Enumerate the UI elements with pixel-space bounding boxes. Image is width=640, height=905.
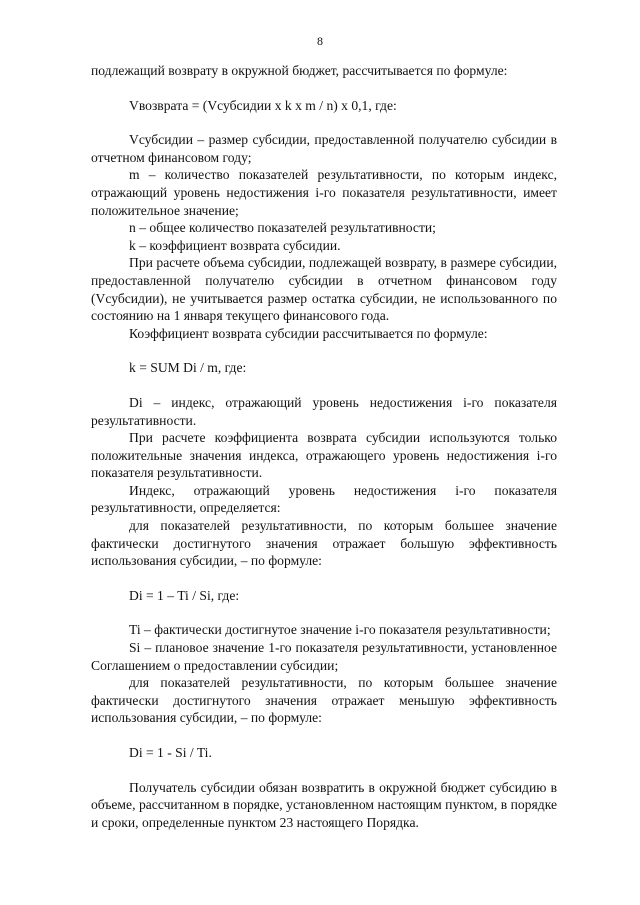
- formula-return-volume: Vвозврата = (Vсубсидии x k x m / n) x 0,1, где:: [129, 97, 397, 113]
- document-body: [91, 62, 557, 831]
- paragraph: При расчете коэффициента возврата субсидии используются только положительные значения индекса, отражающего уровень недостижения i-го показателя результативности.: [91, 430, 557, 481]
- page-number: 8: [317, 34, 323, 48]
- paragraph: k – коэффициент возврата субсидии.: [129, 237, 341, 253]
- paragraph: для показателей результативности, по которым большее значение фактически достигнутого значения отражает меньшую эффективность использования субсидии, – по формуле:: [91, 675, 557, 726]
- paragraph: для показателей результативности, по которым большее значение фактически достигнутого значения отражает большую эффективность использования субсидии, – по формуле:: [91, 518, 557, 569]
- paragraph: n – общее количество показателей результативности;: [129, 220, 436, 236]
- paragraph: Коэффициент возврата субсидии рассчитывается по формуле:: [129, 325, 488, 341]
- paragraph: Индекс, отражающий уровень недостижения i-го показателя результативности, определяется:: [91, 482, 557, 516]
- formula-index-inverse: Di = 1 - Si / Ti.: [129, 745, 212, 760]
- paragraph: Vсубсидии – размер субсидии, предоставленной получателю субсидии в отчетном финансовом году;: [91, 132, 557, 165]
- paragraph: Ti – фактически достигнутое значение i-го показателя результативности;: [129, 622, 551, 638]
- paragraph: Получатель субсидии обязан возвратить в окружной бюджет субсидию в объеме, рассчитанном в порядке, установленном настоящим пунктом, в порядке и сроки, определенные пунктом 23 настоящего Порядка.: [91, 779, 557, 830]
- formula-index-direct: Di = 1 – Ti / Si, где:: [129, 587, 240, 603]
- formula-return-coefficient: k = SUM Di / m, где:: [129, 360, 247, 376]
- paragraph: m – количество показателей результативности, по которым индекс, отражающий уровень недостижения i-го показателя результативности, имеет положительное значение;: [91, 167, 557, 218]
- paragraph: Si – плановое значение 1-го показателя результативности, установленное Соглашением о предоставлении субсидии;: [91, 640, 557, 673]
- paragraph: При расчете объема субсидии, подлежащей возврату, в размере субсидии, предоставленной получателю субсидии в отчетном финансовом году (Vсубсидии), не учитывается размер остатка субсидии, не использованного по состоянию на 1 января текущего финансового года.: [91, 255, 557, 324]
- paragraph: подлежащий возврату в окружной бюджет, рассчитывается по формуле:: [91, 63, 508, 78]
- paragraph: Di – индекс, отражающий уровень недостижения i-го показателя результативности.: [91, 394, 557, 428]
